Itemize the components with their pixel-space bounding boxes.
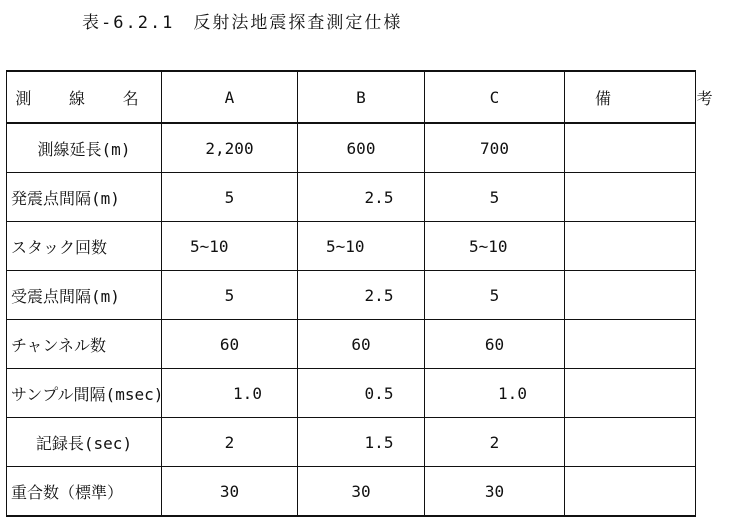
cell-c: 5: [425, 173, 565, 222]
table-row: [7, 418, 696, 467]
cell-c: 2: [425, 418, 565, 467]
table-row: [7, 369, 696, 418]
cell-b: 2.5: [298, 271, 425, 320]
cell-c: 30: [425, 467, 565, 517]
table-row: [7, 271, 696, 320]
cell-c: 1.0: [425, 369, 565, 418]
cell-c: 60: [425, 320, 565, 369]
cell-b: 2.5: [298, 173, 425, 222]
cell-remarks: [565, 320, 696, 369]
cell-b: 0.5: [298, 369, 425, 418]
cell-remarks: [565, 173, 696, 222]
row-label: 受震点間隔(m): [7, 271, 162, 320]
header-line-a: A: [162, 71, 298, 123]
row-label: 発震点間隔(m): [7, 173, 162, 222]
cell-a: 1.0: [162, 369, 298, 418]
cell-a: 5: [162, 271, 298, 320]
cell-remarks: [565, 123, 696, 173]
header-line-b: B: [298, 71, 425, 123]
cell-a: 5: [162, 173, 298, 222]
row-label: スタック回数: [7, 222, 162, 271]
cell-a: 2,200: [162, 123, 298, 173]
cell-remarks: [565, 271, 696, 320]
header-line-name: 測 線 名: [7, 71, 162, 123]
spec-table: [6, 70, 751, 517]
cell-b: 30: [298, 467, 425, 517]
cell-c: 5~10: [425, 222, 565, 271]
cell-remarks: [565, 467, 696, 517]
header-line-c: C: [425, 71, 565, 123]
header-row: [7, 71, 696, 123]
cell-a: 30: [162, 467, 298, 517]
cell-a: 60: [162, 320, 298, 369]
table-row: [7, 467, 696, 517]
row-label: チャンネル数: [7, 320, 162, 369]
cell-c: 5: [425, 271, 565, 320]
cell-a: 5~10: [162, 222, 298, 271]
cell-remarks: [565, 222, 696, 271]
cell-remarks: [565, 369, 696, 418]
row-label: サンプル間隔(msec): [7, 369, 162, 418]
table-row: [7, 320, 696, 369]
page-title: 表-6.2.1 反射法地震探査測定仕様: [82, 13, 403, 33]
row-label: 測線延長(m): [7, 123, 162, 173]
row-label: 記録長(sec): [7, 418, 162, 467]
cell-b: 60: [298, 320, 425, 369]
cell-remarks: [565, 418, 696, 467]
row-label: 重合数（標準）: [7, 467, 162, 517]
table-row: [7, 222, 696, 271]
cell-a: 2: [162, 418, 298, 467]
cell-b: 1.5: [298, 418, 425, 467]
cell-b: 600: [298, 123, 425, 173]
header-remarks: 備 考: [565, 71, 696, 123]
cell-c: 700: [425, 123, 565, 173]
table-row: [7, 123, 696, 173]
cell-b: 5~10: [298, 222, 425, 271]
table-row: [7, 173, 696, 222]
